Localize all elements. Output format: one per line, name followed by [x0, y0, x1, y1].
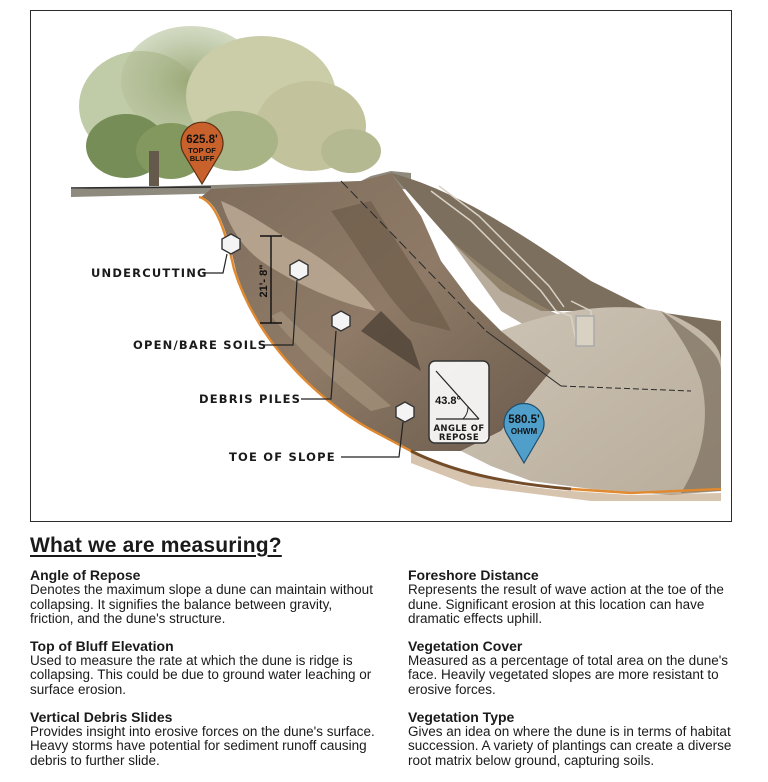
top-of-bluff-label-line2: BLUFF — [189, 154, 215, 163]
measure-item-text: Provides insight into erosive forces on the dune's surface. Heavy storms have potential for sediment runoff causing debris to further slide. — [30, 723, 375, 768]
callout-open-bare-soils: OPEN/BARE SOILS — [133, 338, 268, 352]
top-of-bluff-elevation: 625.8' — [186, 134, 218, 146]
marker-open-soils-hex — [290, 260, 308, 280]
callout-undercutting: UNDERCUTTING — [91, 266, 208, 280]
angle-value: 43.8° — [435, 395, 461, 407]
left-column — [30, 568, 375, 780]
angle-label-line1: ANGLE OF — [433, 424, 485, 434]
measure-item-title: Vegetation Type — [408, 708, 515, 725]
measure-item — [408, 639, 753, 698]
measure-item — [408, 568, 753, 627]
top-of-bluff-label-line1: TOP OF — [188, 146, 216, 155]
marker-debris-hex — [332, 311, 350, 331]
measure-item-text: Gives an idea on where the dune is in terms of habitat succession. A variety of plantings can create a diverse root matrix below ground, capturing soils. — [408, 723, 732, 768]
marker-undercutting-hex — [222, 234, 240, 254]
measure-item — [408, 710, 753, 769]
measure-item-text: Represents the result of wave action at the toe of the dune. Significant erosion at this location can have dramatic effects uphill. — [408, 582, 724, 627]
measure-item-title: Foreshore Distance — [408, 567, 539, 583]
tree-canopy — [79, 26, 381, 186]
section-title: What we are measuring? — [30, 534, 282, 557]
measure-item-title: Vegetation Cover — [408, 637, 523, 654]
ohwm-elevation: 580.5' — [508, 414, 540, 426]
measure-item-title: Angle of Repose — [30, 567, 141, 583]
measure-item — [30, 710, 375, 769]
measure-item — [30, 568, 375, 627]
measure-item — [30, 639, 375, 698]
measure-item-title: Vertical Debris Slides — [30, 708, 173, 725]
measure-item-text: Denotes the maximum slope a dune can maintain without collapsing. It signifies the balance between gravity, friction, and the dune's structure. — [30, 582, 373, 627]
right-column — [408, 568, 753, 780]
bluff-section-diagram — [30, 10, 732, 522]
angle-label-line2: REPOSE — [438, 433, 480, 443]
ohwm-label: OHWM — [510, 427, 538, 436]
angle-of-repose-box — [429, 361, 489, 443]
callout-toe-of-slope: TOE OF SLOPE — [229, 450, 336, 464]
measure-item-text: Used to measure the rate at which the dune is ridge is collapsing. This could be due to ground water leaching or surface erosion. — [30, 652, 372, 697]
marker-toe-hex — [396, 402, 414, 422]
measure-item-title: Top of Bluff Elevation — [30, 637, 174, 654]
measure-item-text: Measured as a percentage of total area on the dune's face. Heavily vegetated slopes are more resistant to erosive forces. — [408, 652, 729, 697]
height-measurement-label: 21'- 8" — [258, 264, 270, 298]
diagram-illustration — [31, 11, 731, 521]
callout-debris-piles: DEBRIS PILES — [199, 392, 302, 406]
